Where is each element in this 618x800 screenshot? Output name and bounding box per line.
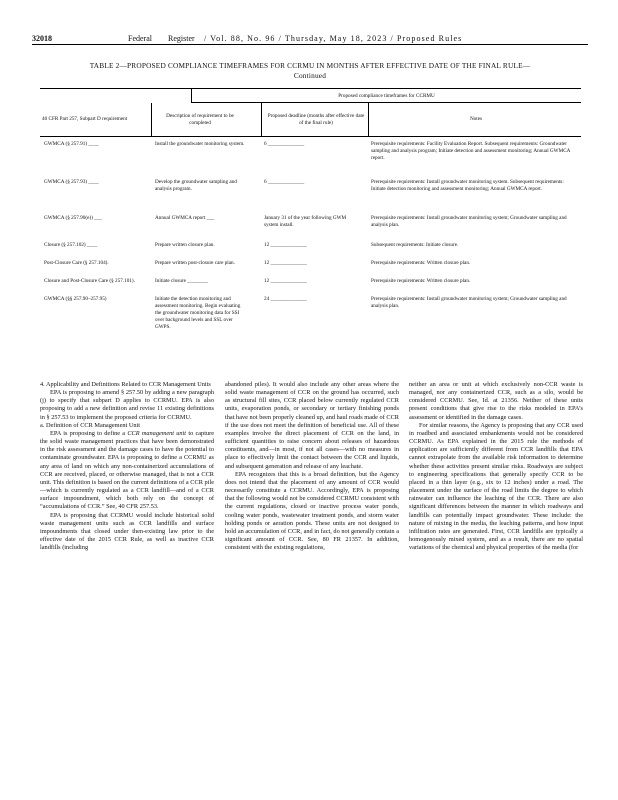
row-6-deadline: 12 ______________ xyxy=(264,278,307,284)
column-header-notes: Notes xyxy=(469,116,483,122)
row-1-description: Install the groundwater monitoring system. xyxy=(155,141,245,147)
row-2-notes: Prerequisite requirements: Install groundwater monitoring system. Subsequent requirements: Initiate detection monitoring and assessment monitoring; Annual GWMCA report. xyxy=(371,179,564,192)
section-heading: 4. Applicability and Definitions Related to CCR Management Units xyxy=(40,381,211,388)
row-6-description: Initiate closure ________ xyxy=(155,278,209,284)
row-6-requirement: Closure and Post-Closure Care (§ 257.101). xyxy=(44,278,135,284)
column-header-description: Description of requirement to be completed xyxy=(166,112,234,126)
row-5-deadline: 12 ______________ xyxy=(264,260,307,266)
defined-term: CCR management unit xyxy=(127,429,187,437)
row-1-notes: Prerequisite requirements: Facility Evaluation Report. Subsequent requirements: Groundwater sampling and analysis program; Initiate detection and assessment monitoring; Annual GWMCA report. xyxy=(371,141,571,161)
compliance-timeframes-table xyxy=(40,88,581,330)
row-4-description: Prepare written closure plan. xyxy=(155,242,215,248)
row-7-deadline: 24 ______________ xyxy=(264,296,307,302)
row-7-notes: Prerequisite requirements: Install groundwater monitoring system; Groundwater sampling and analysis plan. xyxy=(371,296,567,309)
table-title-line2: Continued xyxy=(293,71,327,80)
row-1-deadline: 6 ______________ xyxy=(264,141,305,147)
paragraph: For similar reasons, the Agency is proposing that any CCR used in roadbed and associated embankments would not be considered CCRMU. As EPA explained in the 2015 rule the methods of application are sufficiently different from CCR landfills that EPA cannot extrapolate from the available risk information to determine whether these activities present similar risks. Roadways are subject to engineering specifications that generally specify CCR to be placed in a thin layer (e.g., six to 12 inches) under a road. The placement under the surface of the road limits the degree to which rainwater can influence the leaching of the CCR. There are also significant differences between the manner in which roadways and landfills can potentially impact groundwater. These include: the nature of mixing in the media, the leaching patterns, and how input infiltration rates are generated. First, CCR landfills are typically a homogenously mixed system, and as a result, there are no spatial variations of the chemical and physical properties of the media (for xyxy=(409,421,583,552)
paragraph: EPA recognizes that this is a broad definition, but the Agency does not intend that the placement of any amount of CCR would necessarily constitute a CCRMU. Accordingly, EPA is proposing that the following would not be considered CCRMU consistent with the current regulations, closed or inactive process water ponds, cooling water ponds, wastewater treatment ponds, and storm water holding ponds or aeration ponds. These units are not designed to hold an accumulation of CCR, and in fact, do not generally contain a significant amount of CCR. See, 80 FR 21357. In addition, consistent with the existing regulations, xyxy=(225,470,399,552)
journal-name-word1: Federal xyxy=(128,34,152,43)
row-2-requirement: GWMCA (§ 257.93) ____ xyxy=(44,179,99,185)
table-title-line1: TABLE 2—PROPOSED COMPLIANCE TIMEFRAMES FOR CCRMU IN MONTHS AFTER EFFECTIVE DATE OF THE FINAL RULE— xyxy=(89,61,531,70)
text-run: EPA is proposing to define a xyxy=(50,429,128,437)
running-header xyxy=(32,33,588,45)
row-6-notes: Prerequisite requirements: Written closure plan. xyxy=(371,278,471,284)
row-4-notes: Subsequent requirements: Initiate closure. xyxy=(371,242,459,248)
body-text xyxy=(40,381,585,781)
page-number: 32018 xyxy=(32,34,52,43)
column-divider xyxy=(151,103,152,136)
spanning-header: Proposed compliance timeframes for CCRMU xyxy=(191,89,581,103)
volume-issue-date: / Vol. 88, No. 96 / Thursday, May 18, 2023 / Proposed Rules xyxy=(204,34,463,43)
row-5-description: Prepare written post-closure care plan. xyxy=(155,260,235,266)
body-column-1 xyxy=(40,381,214,552)
row-5-requirement: Post-Closure Care (§ 257.104). xyxy=(44,260,109,266)
paragraph: abandoned piles). It would also include any other areas where the solid waste management of CCR on the ground has occurred, such as structural fill sites, CCR placed below currently regulated CCR units, evaporation ponds, or secondary or tertiary finishing ponds that have not been properly cleaned up, and haul roads made of CCR if the use does not meet the definition of beneficial use. All of these examples involve the direct placement of CCR on the land, in sufficient quantities to raise concern about releases of hazardous constituents, and—in most, if not all cases—with no measures in place to effectively limit the contact between the CCR and liquids, and subsequent generation and release of any leachate. xyxy=(225,381,399,470)
subsection-heading: a. Definition of CCR Management Unit xyxy=(40,421,141,429)
paragraph xyxy=(40,430,214,512)
row-4-requirement: Closure (§ 257.102) ____ xyxy=(44,242,98,248)
table-title xyxy=(40,61,580,81)
row-3-description: Annual GWMCA report ___ xyxy=(155,215,215,221)
row-3-deadline: January 31 of the year following GWM system install. xyxy=(264,215,347,228)
row-2-description: Develop the groundwater sampling and analysis program. xyxy=(155,179,237,192)
row-1-requirement: GWMCA (§ 257.91) ____ xyxy=(44,141,99,147)
row-4-deadline: 12 ______________ xyxy=(264,242,307,248)
column-divider xyxy=(368,103,369,136)
paragraph: EPA is proposing that CCRMU would include historical solid waste management units such as CCR landfills and surface impoundments that closed under then-existing law prior to the effective date of the 2015 CCR Rule, as well as inactive CCR landfills (including xyxy=(40,511,214,552)
column-divider xyxy=(261,103,262,136)
column-header-deadline: Proposed deadline (months after effective date of the final rule) xyxy=(267,112,365,126)
row-5-notes: Prerequisite requirements: Written closure plan. xyxy=(371,260,471,266)
column-header-requirement: 40 CFR Part 257, Subpart D requirement xyxy=(42,116,128,122)
paragraph: neither an area or unit at which exclusively non-CCR waste is managed, nor any containerized CCR, such as a silo, would be considered CCRMU. See, Id. at 21356. Neither of these units present conditions that give rise to the risks modeled in EPA’s assessment or identified in the damage cases. xyxy=(409,381,583,421)
body-column-2 xyxy=(225,381,399,552)
body-column-3 xyxy=(409,381,583,552)
row-3-notes: Prerequisite requirements: Install groundwater monitoring system; Groundwater sampling and analysis plan. xyxy=(371,215,567,228)
row-7-requirement: GWMCA (§§ 257.90–257.95) xyxy=(44,296,107,302)
row-7-description: Initiate the detection monitoring and assessment monitoring. Begin evaluating the groundwater monitoring data for SSI over background levels and SSL over GWPS. xyxy=(155,296,241,330)
row-2-deadline: 6 ______________ xyxy=(264,179,305,185)
text-run: to capture the solid waste management practices that have been demonstrated in the risk assessment and the damage cases to have the potential to contaminate groundwater. EPA is proposing to define a CCRMU as any area of land on which any non-containerized accumulations of CCR are received, placed, or otherwise managed, that is not a CCR unit. This definition is based on the current definitions of a CCR pile—which is currently regulated as a CCR landfill—and of a CCR surface impoundment, which both rely on the concept of “accumulations of CCR.” See, 40 CFR 257.53. xyxy=(40,429,214,511)
row-3-requirement: GWMCA (§ 257.90(e)) ___ xyxy=(44,215,102,221)
header-rule xyxy=(40,136,581,137)
paragraph: EPA is proposing to amend § 257.50 by adding a new paragraph (j) to specify that subpart D applies to CCRMU. EPA is also proposing to add a new definition and revise 11 existing definitions in § 257.53 to implement the proposed criteria for CCRMU. xyxy=(40,389,214,421)
journal-name-word2: Register xyxy=(168,34,195,43)
